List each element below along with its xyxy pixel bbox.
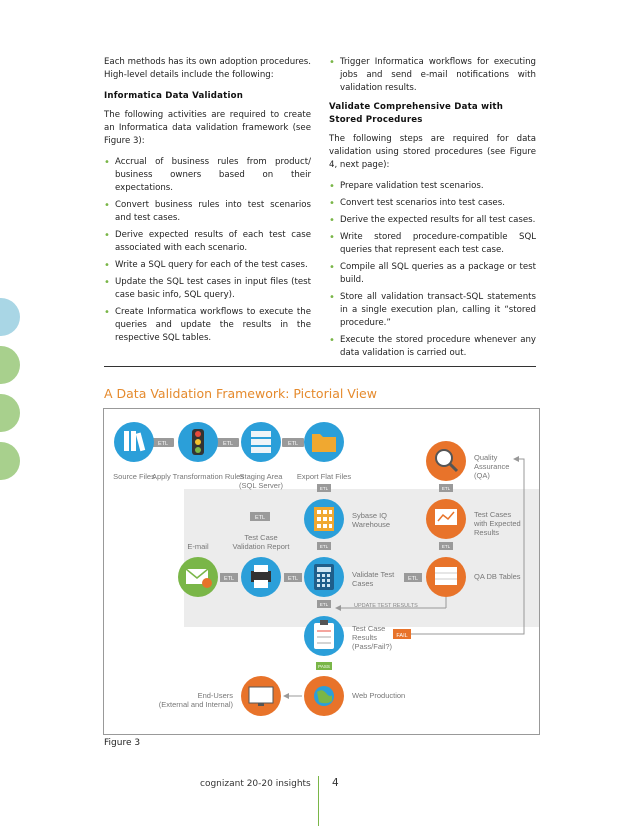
svg-text:ETL: ETL [441,486,451,491]
footer-divider [318,776,319,826]
svg-text:ETL: ETL [287,576,299,582]
tc-expected-label-2: with Expected [474,519,521,528]
update-results-label: UPDATE TEST RESULTS [354,603,418,609]
list-item: • Prepare validation test scenarios. [329,180,536,193]
footer-brand: cognizant 20-20 insights [200,779,311,789]
qa-label-3: (QA) [474,471,490,480]
qa-label-1: Quality [474,453,498,462]
web-production-label: Web Production [352,691,406,700]
page-number: 4 [332,777,339,789]
figure-caption: Figure 3 [104,738,141,748]
apply-rules-label: Apply Transformation Rules [151,472,245,481]
etl-connector [217,438,239,447]
etl-connector [439,542,453,550]
svg-text:ETL: ETL [319,602,329,607]
side-dot-1 [0,298,20,336]
svg-text:ETL: ETL [223,576,235,582]
qa-label-2: Assurance [474,462,510,471]
sybase-label-2: Warehouse [352,520,391,529]
list-item: • Create Informatica workflows to execute the queries and update the results in the respective SQL tables. [104,306,311,345]
validate-label-1: Validate Test [352,570,395,579]
list-item: • Write stored procedure-compatible SQL queries that represent each test case. [329,231,536,257]
side-dot-3 [0,394,20,432]
etl-connector [220,573,238,582]
list-item: • Convert test scenarios into test cases. [329,197,536,210]
list-item: • Accrual of business rules from product/ business owners based on their expectations. [104,156,311,195]
stored-procedures-bullet-list [329,180,536,360]
validate-label-2: Cases [352,579,374,588]
results-label-2: Results [352,633,378,642]
etl-connector [152,438,174,447]
list-item: • Derive expected results of each test case associated with each scenario. [104,229,311,255]
export-flat-label: Export Flat Files [296,472,352,481]
report-label-1: Test Case [244,533,278,542]
list-item: • Write a SQL query for each of the test cases. [104,259,311,272]
right-column [329,56,536,364]
svg-text:ETL: ETL [157,441,169,447]
section-divider [104,366,536,367]
etl-connector [284,573,302,582]
side-dot-2 [0,346,20,384]
end-users-label-1: End-Users [197,691,233,700]
svg-text:ETL: ETL [222,441,234,447]
list-item: • Derive the expected results for all test cases. [329,214,536,227]
svg-text:ETL: ETL [441,544,451,549]
figure-diagram [103,408,540,735]
stored-procedures-heading: Validate Comprehensive Data with Stored Procedures [329,102,504,125]
pass-tag [316,662,332,670]
etl-connector [317,542,331,550]
list-item: • Convert business rules into test scenarios and test cases. [104,199,311,225]
list-item: • Update the SQL test cases in input files (test case basic info, SQL query). [104,276,311,302]
svg-text:ETL: ETL [319,486,329,491]
etl-connector [282,438,304,447]
etl-connector [317,484,331,492]
svg-text:ETL: ETL [254,515,266,521]
end-users-label-2: (External and Internal) [158,700,233,709]
section-title: A Data Validation Framework: Pictorial View [104,386,377,401]
svg-text:ETL: ETL [287,441,299,447]
etl-connector [404,573,422,582]
informatica-heading: Informatica Data Validation [104,91,244,101]
framework-diagram [104,409,539,734]
fail-tag [393,629,411,639]
stored-procedures-lead: The following steps are required for data validation using stored procedures (see Figure 4, next page): [329,134,536,170]
source-files-label: Source Files [113,472,155,481]
staging-label-1: Staging Area [239,472,283,481]
qa-db-label: QA DB Tables [474,572,521,581]
etl-connector [439,484,453,492]
trigger-bullet-list [329,56,536,95]
list-item: • Execute the stored procedure whenever any data validation is carried out. [329,334,536,360]
list-item: • Trigger Informatica workflows for executing jobs and send e-mail notifications with validation results. [329,56,536,95]
informatica-lead: The following activities are required to create an Informatica data validation framework (see Figure 3): [104,110,311,146]
etl-connector [250,512,270,521]
tc-expected-label-1: Test Cases [474,510,512,519]
list-item: • Compile all SQL queries as a package or test build. [329,261,536,287]
etl-connector [317,600,331,608]
informatica-bullet-list [104,156,311,345]
svg-text:ETL: ETL [407,576,419,582]
left-column [104,56,311,349]
list-item: • Store all validation transact-SQL statements in a single execution plan, calling it “stored procedure.” [329,291,536,330]
report-label-2: Validation Report [232,542,290,551]
email-label: E-mail [187,542,209,551]
svg-text:PASS: PASS [318,664,330,669]
svg-text:ETL: ETL [319,544,329,549]
results-label-3: (Pass/Fail?) [352,642,393,651]
intro-paragraph: Each methods has its own adoption procedures. High-level details include the following: [104,57,311,80]
staging-label-2: (SQL Server) [239,481,283,490]
side-dot-4 [0,442,20,480]
sybase-label-1: Sybase IQ [352,511,388,520]
svg-text:FAIL: FAIL [396,633,408,639]
tc-expected-label-3: Results [474,528,500,537]
results-label-1: Test Case [352,624,386,633]
